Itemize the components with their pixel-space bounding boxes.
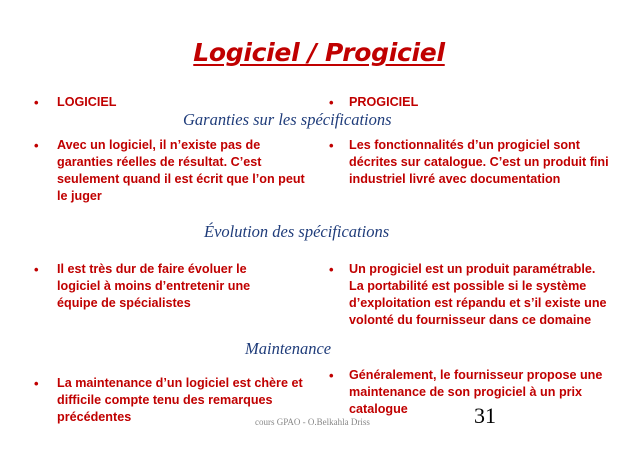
section-maintenance: Maintenance [245,339,332,358]
section-evolution: Évolution des spécifications [204,222,390,241]
bullet: • [329,138,334,153]
bullet: • [329,95,334,110]
header-progiciel: PROGICIEL [349,95,419,109]
left-evolution-text: Il est très dur de faire évoluer le logiciel à moins d’entretenir une équipe de spécialistes [57,262,251,310]
left-maintenance-text: La maintenance d’un logiciel est chère et difficile compte tenu des remarques précédentes [57,376,303,424]
header-logiciel: LOGICIEL [57,95,117,109]
bullet: • [329,368,334,383]
footer-credit: cours GPAO - O.Belkahla Driss [255,417,370,427]
bullet: • [34,138,39,153]
bullet: • [329,262,334,277]
slide-title: Logiciel / Progiciel [193,38,445,67]
right-garanties-text: Les fonctionnalités d’un progiciel sont décrites sur catalogue. C’est un produit fini industriel livré avec documentation [349,138,609,186]
bullet: • [34,262,39,277]
page-number: 31 [474,403,496,428]
right-maintenance-text: Généralement, le fournisseur propose une maintenance de son progiciel à un prix catalogue [349,368,603,416]
bullet: • [34,376,39,391]
bullet: • [34,95,39,110]
section-garanties: Garanties sur les spécifications [183,110,392,129]
left-garanties-text: Avec un logiciel, il n’existe pas de garanties réelles de résultat. C’est seulement quand il est écrit que l’on peut le juger [57,138,305,203]
right-evolution-text: Un progiciel est un produit paramétrable. La portabilité est possible si le système d’exploitation est répandu et s’il existe une volonté du fournisseur dans ce domaine [349,262,607,327]
